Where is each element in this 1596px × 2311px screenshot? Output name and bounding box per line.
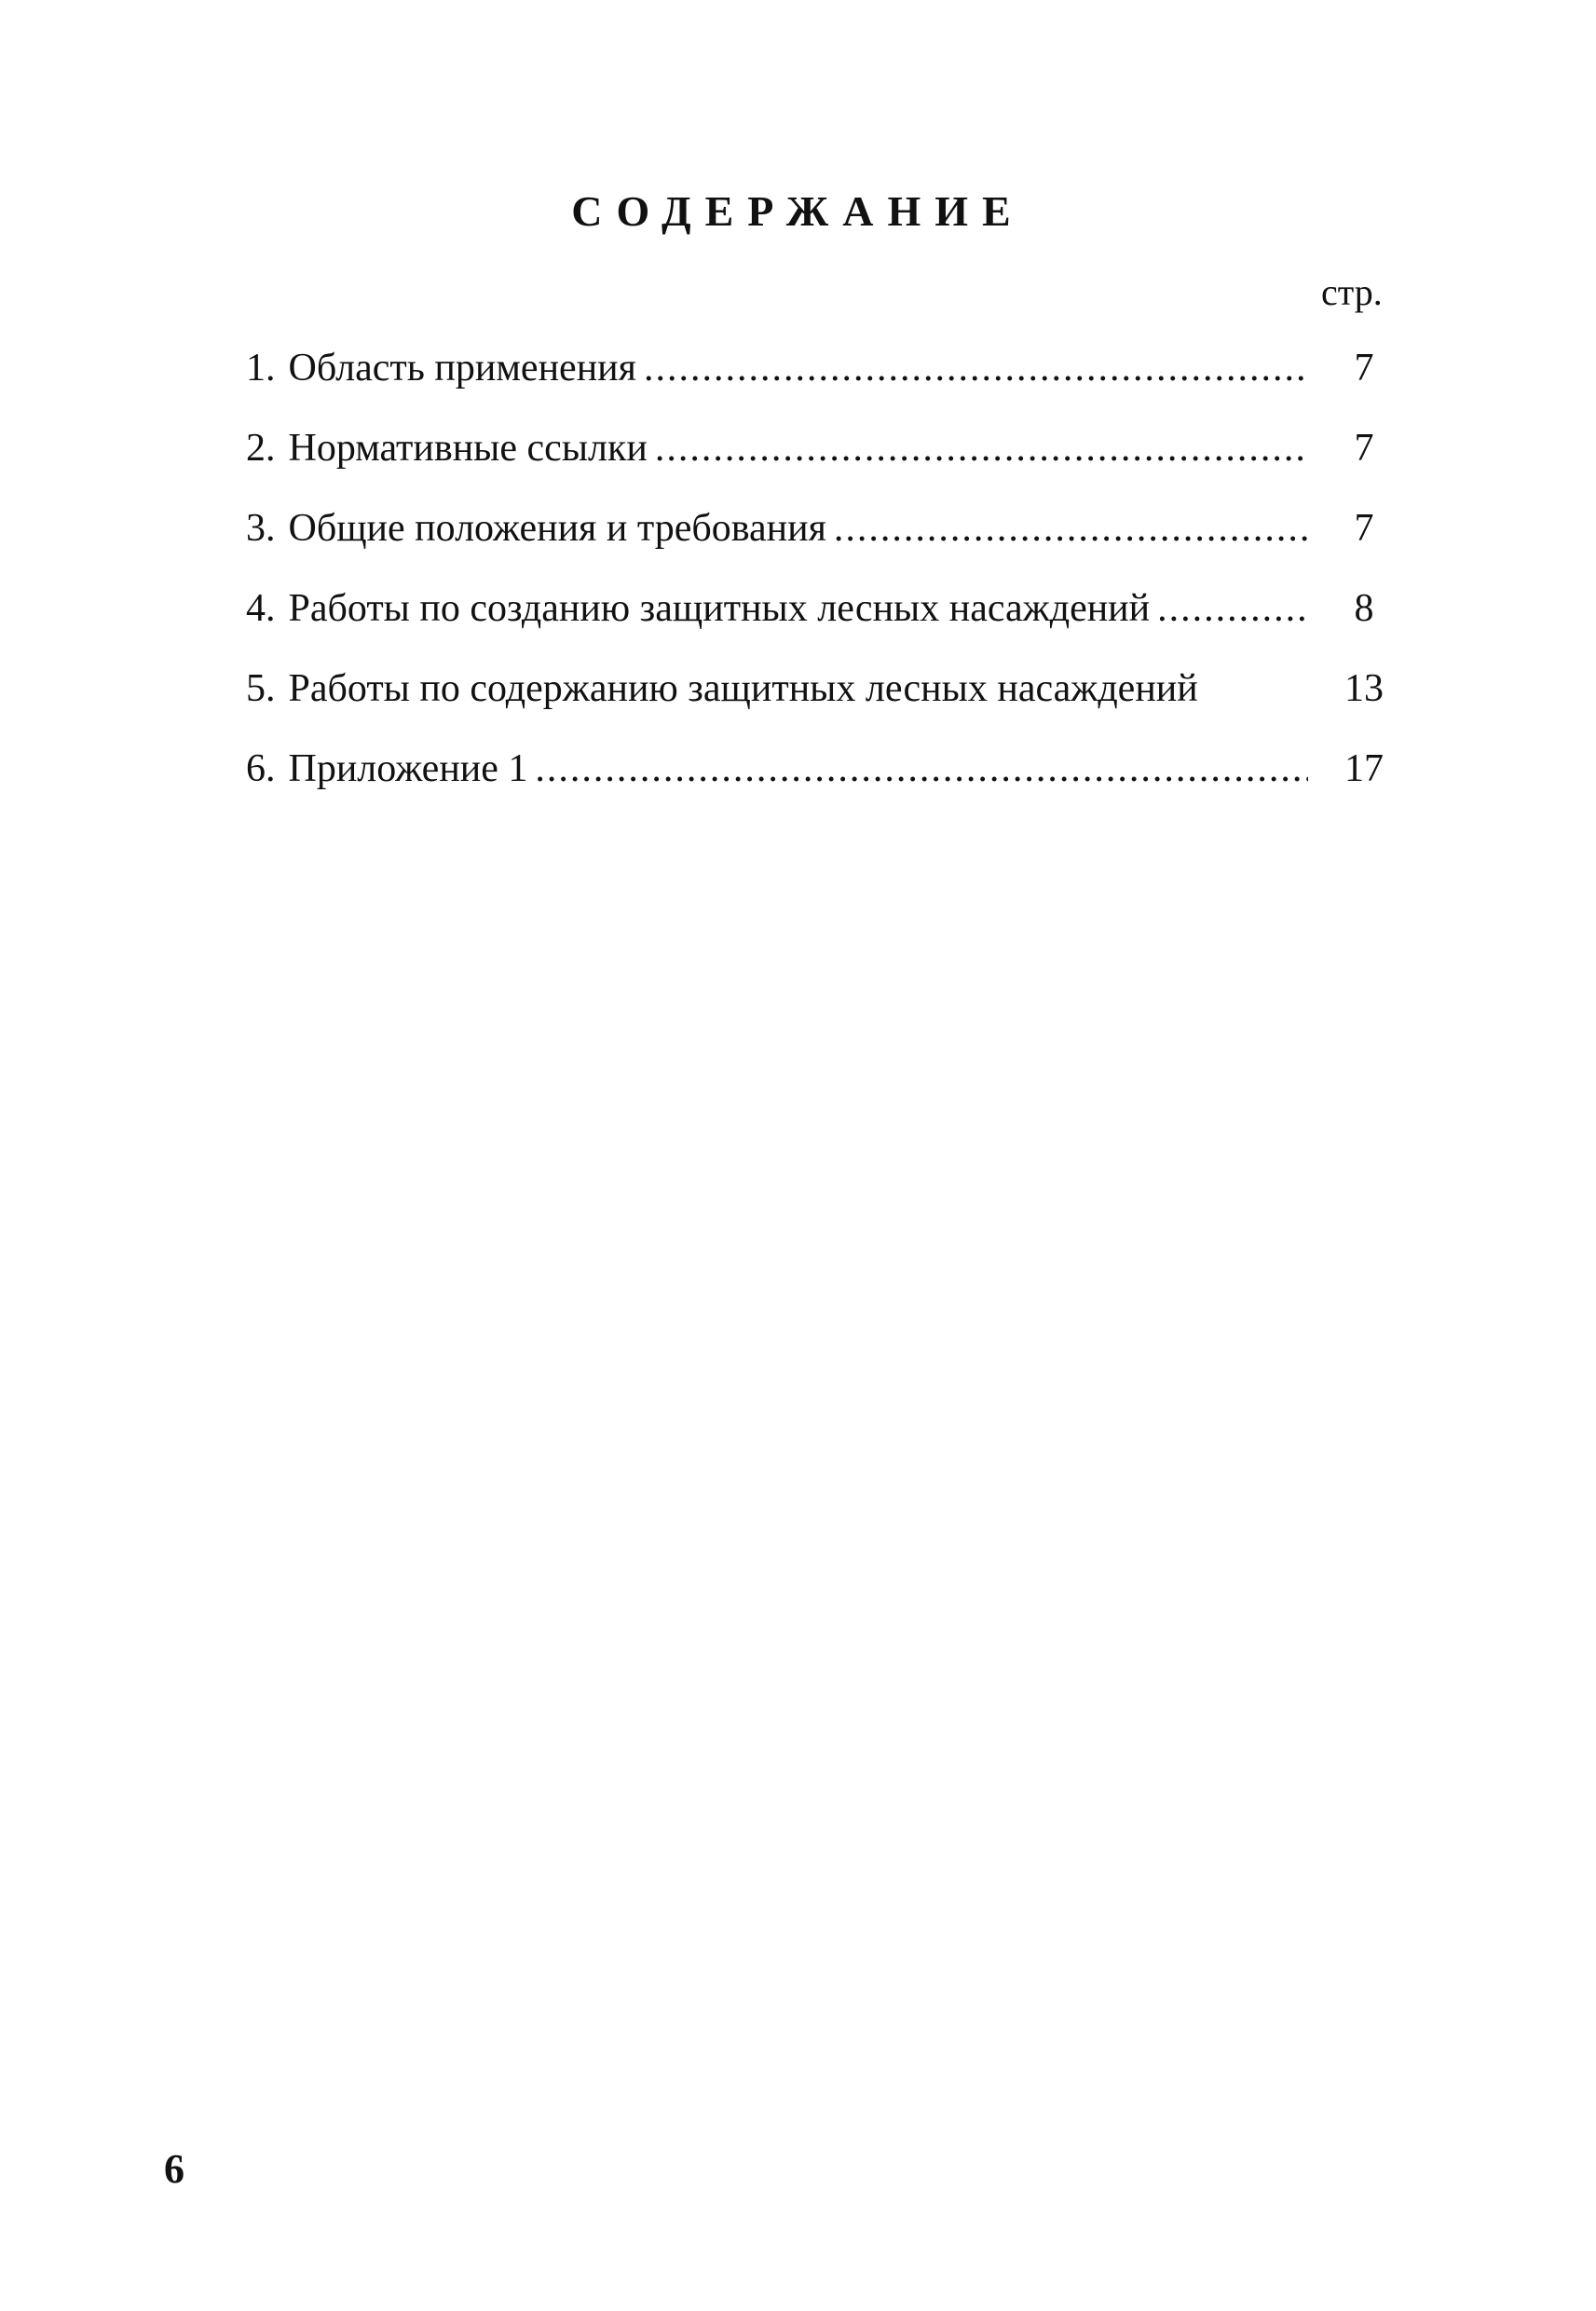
page-title: СОДЕРЖАНИЕ xyxy=(571,187,1025,235)
toc-entry[interactable] xyxy=(246,419,1401,499)
dot-leader xyxy=(644,339,1308,397)
toc-entry-page: 17 xyxy=(1344,747,1384,790)
toc-entry-number: 2. xyxy=(246,427,276,470)
toc-entry-title: Область применения xyxy=(288,347,636,390)
toc-entry[interactable] xyxy=(246,740,1401,820)
toc-entry-page: 7 xyxy=(1354,347,1374,390)
toc-entry[interactable] xyxy=(246,660,1401,740)
toc-entry-page: 7 xyxy=(1354,507,1374,550)
toc-entry-page: 7 xyxy=(1354,427,1374,470)
toc-entry-title: Работы по созданию защитных лесных насаждений xyxy=(288,587,1151,630)
toc-entry-number: 6. xyxy=(246,747,276,790)
toc-entry[interactable] xyxy=(246,499,1401,580)
dot-leader xyxy=(1157,580,1308,637)
page-column-label: стр. xyxy=(1321,271,1383,313)
toc-entry-title: Нормативные ссылки xyxy=(288,427,648,470)
toc-entry-title: Приложение 1 xyxy=(288,747,528,790)
toc-entry-number: 1. xyxy=(246,347,276,390)
toc-entry[interactable] xyxy=(246,339,1401,419)
toc-entry-number: 3. xyxy=(246,507,276,550)
toc-entry[interactable] xyxy=(246,580,1401,660)
dot-leader xyxy=(535,740,1308,798)
toc-entry-page: 13 xyxy=(1344,667,1384,710)
toc-entry-title: Общие положения и требования xyxy=(288,507,826,550)
toc-entry-page: 8 xyxy=(1354,587,1374,630)
toc-entry-title: Работы по содержанию защитных лесных насаждений xyxy=(288,667,1198,710)
dot-leader xyxy=(834,499,1308,557)
toc-entry-number: 5. xyxy=(246,667,276,710)
toc-entry-number: 4. xyxy=(246,587,276,630)
dot-leader xyxy=(655,419,1308,477)
table-of-contents xyxy=(246,339,1401,820)
page-number: 6 xyxy=(164,2146,184,2192)
